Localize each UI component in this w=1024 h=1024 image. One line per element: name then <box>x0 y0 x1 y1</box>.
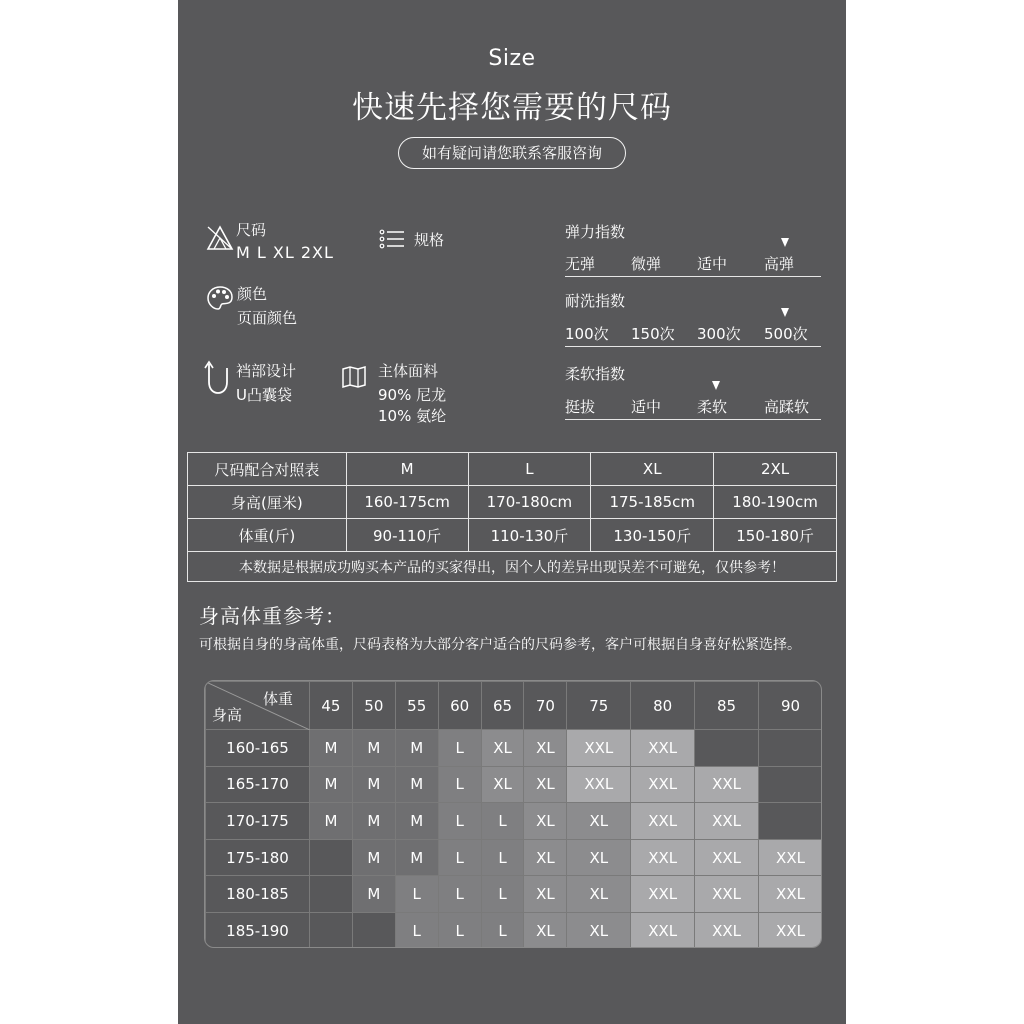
size-cell: L <box>438 876 481 913</box>
elasticity-scale <box>565 251 821 277</box>
reference-table <box>205 681 822 948</box>
weight-header: 50 <box>352 682 395 730</box>
weight-header: 75 <box>567 682 631 730</box>
table-header-cell: M <box>346 453 468 486</box>
size-cell: M <box>395 730 438 767</box>
feature-size-values: M L XL 2XL <box>236 243 334 262</box>
height-label: 160-165 <box>206 730 310 767</box>
scale-option: 微弹 <box>631 255 662 273</box>
size-cell: L <box>481 839 524 876</box>
size-cell: L <box>481 803 524 840</box>
table-note: 本数据是根据成功购买本产品的买家得出，因个人的差异出现误差不可避免，仅供参考！ <box>188 552 837 582</box>
table-header-cell: XL <box>591 453 714 486</box>
size-cell <box>310 839 353 876</box>
size-cell: XXL <box>567 730 631 767</box>
size-cell: L <box>395 876 438 913</box>
size-cell: M <box>352 876 395 913</box>
size-cell: XXL <box>631 730 695 767</box>
table-cell: 160-175cm <box>346 486 468 519</box>
weight-header: 90 <box>759 682 822 730</box>
table-header-cell: L <box>468 453 591 486</box>
ruler-triangle-icon <box>205 224 235 252</box>
size-cell: L <box>481 912 524 948</box>
table-row <box>206 912 823 948</box>
size-cell: XL <box>524 766 567 803</box>
weight-header: 70 <box>524 682 567 730</box>
page-title: 快速先择您需要的尺码 <box>352 90 672 126</box>
grid-corner <box>206 682 310 730</box>
scale-option: 高弹 <box>764 255 795 273</box>
size-cell: L <box>438 839 481 876</box>
table-row <box>188 519 837 552</box>
size-cell: M <box>352 730 395 767</box>
table-cell: 180-190cm <box>714 486 837 519</box>
size-cell: XL <box>524 803 567 840</box>
size-cell: XXL <box>759 876 822 913</box>
size-cell <box>352 912 395 948</box>
size-cell: L <box>438 766 481 803</box>
map-fold-icon <box>341 365 367 389</box>
size-comparison-table <box>187 452 837 582</box>
size-cell: XXL <box>695 912 759 948</box>
feature-color-value: 页面颜色 <box>237 309 298 327</box>
size-cell: XXL <box>695 876 759 913</box>
weight-header: 85 <box>695 682 759 730</box>
softness-title: 柔软指数 <box>565 365 626 383</box>
size-cell: XXL <box>631 839 695 876</box>
weight-header: 60 <box>438 682 481 730</box>
wash-title: 耐洗指数 <box>565 292 626 310</box>
size-guide-panel <box>178 0 846 1024</box>
weight-header: 45 <box>310 682 353 730</box>
size-cell: M <box>310 803 353 840</box>
palette-icon <box>206 285 234 311</box>
table-cell: 175-185cm <box>591 486 714 519</box>
softness-indicator <box>712 381 720 390</box>
scale-option: 挺拔 <box>565 398 596 416</box>
size-cell: XL <box>524 730 567 767</box>
table-note-row <box>188 552 837 582</box>
scale-option: 500次 <box>764 325 808 343</box>
height-label: 185-190 <box>206 912 310 948</box>
size-cell: XL <box>524 876 567 913</box>
size-cell: XL <box>567 876 631 913</box>
table-cell: 110-130斤 <box>468 519 591 552</box>
size-cell: XL <box>481 766 524 803</box>
size-cell: M <box>395 839 438 876</box>
size-cell: M <box>310 766 353 803</box>
table-cell: 体重(斤) <box>188 519 347 552</box>
size-cell <box>759 730 822 767</box>
scale-option: 高蹂软 <box>764 398 810 416</box>
height-label: 165-170 <box>206 766 310 803</box>
feature-fabric-value-2: 10% 氨纶 <box>378 407 447 425</box>
grid-header-row <box>206 682 823 730</box>
feature-crotch-value: U凸囊袋 <box>236 386 292 404</box>
size-cell <box>310 912 353 948</box>
size-cell <box>759 766 822 803</box>
size-cell: L <box>481 876 524 913</box>
scale-option: 150次 <box>631 325 675 343</box>
feature-size-title: 尺码 <box>236 221 267 239</box>
size-cell: M <box>352 803 395 840</box>
size-cell: XXL <box>759 839 822 876</box>
size-cell: L <box>395 912 438 948</box>
size-cell: L <box>438 912 481 948</box>
scale-option: 适中 <box>631 398 662 416</box>
scale-option: 100次 <box>565 325 609 343</box>
size-cell <box>310 876 353 913</box>
table-row <box>206 839 823 876</box>
weight-header: 55 <box>395 682 438 730</box>
size-cell: L <box>438 730 481 767</box>
table-row <box>206 876 823 913</box>
size-cell: XL <box>524 912 567 948</box>
table-cell: 90-110斤 <box>346 519 468 552</box>
table-cell: 150-180斤 <box>714 519 837 552</box>
softness-scale <box>565 394 821 420</box>
reference-title: 身高体重参考： <box>199 604 346 628</box>
wash-indicator <box>781 308 789 317</box>
weight-header: 65 <box>481 682 524 730</box>
feature-spec-title: 规格 <box>414 231 445 249</box>
table-header-row <box>188 453 837 486</box>
size-cell: XL <box>567 803 631 840</box>
size-cell: XXL <box>631 766 695 803</box>
corner-weight-label: 体重 <box>262 690 293 708</box>
corner-height-label: 身高 <box>212 706 243 724</box>
size-cell: XXL <box>695 803 759 840</box>
table-header-cell: 尺码配合对照表 <box>188 453 347 486</box>
weight-header: 80 <box>631 682 695 730</box>
size-cell: XXL <box>695 766 759 803</box>
reference-subtitle: 可根据自身的身高体重，尺码表格为大部分客户适合的尺码参考，客户可根据自身喜好松紧选择。 <box>199 637 801 653</box>
feature-fabric-title: 主体面料 <box>378 362 439 380</box>
size-cell: XL <box>567 912 631 948</box>
scale-option: 柔软 <box>697 398 728 416</box>
size-cell: M <box>352 766 395 803</box>
size-cell <box>695 730 759 767</box>
table-cell: 130-150斤 <box>591 519 714 552</box>
wash-scale <box>565 321 821 347</box>
size-cell: XL <box>481 730 524 767</box>
size-label: Size <box>488 46 536 71</box>
table-row <box>206 803 823 840</box>
feature-fabric-value-1: 90% 尼龙 <box>378 386 447 404</box>
height-label: 180-185 <box>206 876 310 913</box>
size-cell: XXL <box>631 912 695 948</box>
size-cell: M <box>395 803 438 840</box>
size-cell: XXL <box>631 803 695 840</box>
height-weight-grid <box>204 680 822 948</box>
table-cell: 身高(厘米) <box>188 486 347 519</box>
scale-option: 300次 <box>697 325 741 343</box>
size-cell: XXL <box>695 839 759 876</box>
feature-color-title: 颜色 <box>237 285 268 303</box>
size-cell: M <box>395 766 438 803</box>
size-cell: M <box>310 730 353 767</box>
table-row <box>188 486 837 519</box>
scale-option: 适中 <box>697 255 728 273</box>
size-cell <box>759 803 822 840</box>
elasticity-indicator <box>781 238 789 247</box>
contact-service-button[interactable]: 如有疑问请您联系客服咨询 <box>398 137 626 169</box>
size-cell: XXL <box>759 912 822 948</box>
feature-crotch-title: 裆部设计 <box>236 362 297 380</box>
size-cell: XXL <box>631 876 695 913</box>
table-row <box>206 730 823 767</box>
elasticity-title: 弹力指数 <box>565 223 626 241</box>
size-cell: XL <box>524 839 567 876</box>
height-label: 170-175 <box>206 803 310 840</box>
size-cell: M <box>352 839 395 876</box>
scale-option: 无弹 <box>565 255 596 273</box>
size-cell: XXL <box>567 766 631 803</box>
u-shape-icon <box>203 360 233 396</box>
height-label: 175-180 <box>206 839 310 876</box>
list-icon <box>379 229 405 249</box>
size-cell: XL <box>567 839 631 876</box>
table-header-cell: 2XL <box>714 453 837 486</box>
table-row <box>206 766 823 803</box>
size-cell: L <box>438 803 481 840</box>
table-cell: 170-180cm <box>468 486 591 519</box>
